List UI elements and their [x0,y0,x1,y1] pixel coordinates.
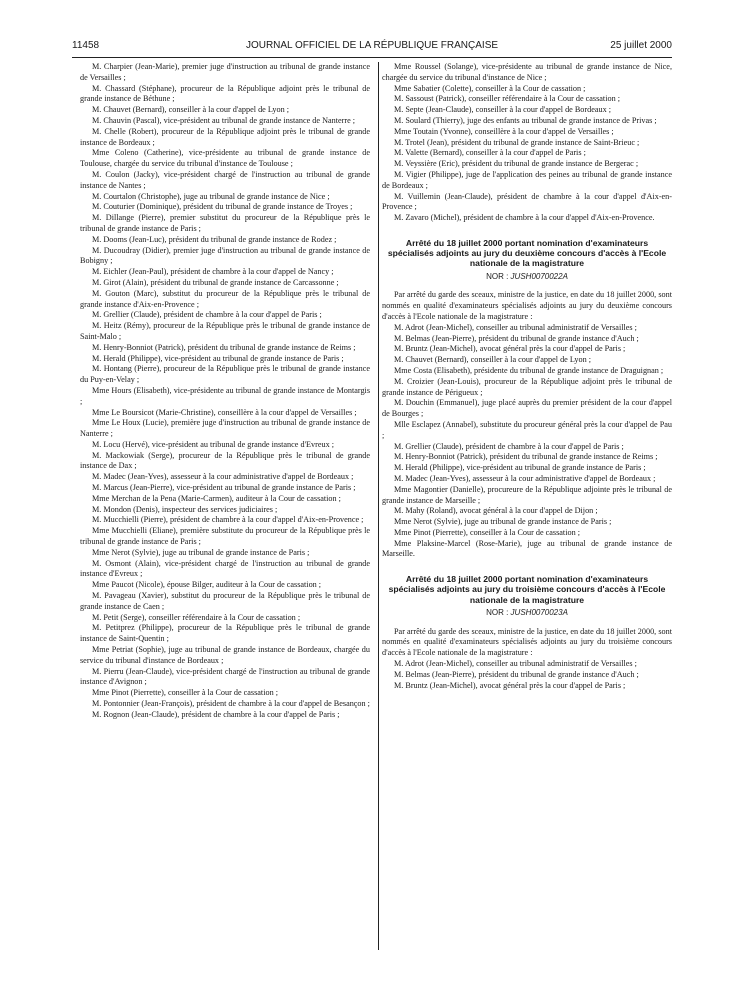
list-item: M. Gouton (Marc), substitut du procureur de la République près le tribunal de grande instance d'Aix-en-Provence ; [80,288,370,309]
list-item: M. Trotel (Jean), président du tribunal de grande instance de Saint-Brieuc ; [394,137,640,147]
list-item: M. Herald (Philippe), vice-président au tribunal de grande instance de Paris ; [92,353,344,363]
journal-title: JOURNAL OFFICIEL DE LA RÉPUBLIQUE FRANÇAISE [245,40,499,51]
list-item: M. Chauvet (Bernard), conseiller à la cour d'appel de Lyon ; [92,105,289,115]
list-item: Mme Merchan de la Pena (Marie-Carmen), auditeur à la Cour de cassation ; [92,493,341,503]
list-item: M. Couturier (Dominique), président du tribunal de grande instance de Troyes ; [92,202,353,212]
list-item: M. Madec (Jean-Yves), assesseur à la cour administrative d'appel de Bordeaux ; [394,473,656,483]
list-item: M. Ducoudray (Didier), premier juge d'instruction au tribunal de grande instance de Bobigny ; [80,245,370,266]
list-item: M. Grellier (Claude), président de chambre à la cour d'appel de Paris ; [394,441,624,451]
publication-date: 25 juillet 2000 [610,40,672,51]
nor-reference [382,608,672,619]
list-item: M. Courtalon (Christophe), juge au tribunal de grande instance de Nice ; [92,191,330,201]
list-item: M. Coulon (Jacky), vice-président chargé de l'instruction au tribunal de grande instance de Nantes ; [80,169,370,190]
list-item: M. Heitz (Rémy), procureur de la République près le tribunal de grande instance de Saint-Malo ; [80,321,370,341]
list-item: M. Mondon (Denis), inspecteur des services judiciaires ; [92,504,278,514]
list-item: M. Locu (Hervé), vice-président au tribunal de grande instance d'Evreux ; [92,439,335,449]
list-item: Mme Toutain (Yvonne), conseillère à la cour d'appel de Versailles ; [394,126,614,136]
list-item: M. Adrot (Jean-Michel), conseiller au tribunal administratif de Versailles ; [394,322,637,332]
arrete-title: Arrêté du 18 juillet 2000 portant nomination d'examinateurs spécialisés adjoints au jury du troisième concours d'accès à l'Ecole nationale de la magistrature [388,574,666,605]
list-item: Mme Roussel (Solange), vice-présidente au tribunal de grande instance de Nice, chargée du service du tribunal d'instance de Nice ; [382,62,672,82]
list-item: M. Madec (Jean-Yves), assesseur à la cour administrative d'appel de Bordeaux ; [92,472,354,482]
list-item: M. Vuillemin (Jean-Claude), président de chambre à la cour d'appel d'Aix-en-Provence ; [382,191,672,212]
list-item: M. Girot (Alain), président du tribunal de grande instance de Carcassonne ; [92,277,339,287]
list-item: M. Chauvet (Bernard), conseiller à la cour d'appel de Lyon ; [394,355,591,365]
list-item: Mme Mucchielli (Eliane), première substitute du procureur de la République près le tribunal de grande instance de Paris ; [80,526,370,547]
list-item: Mme Coleno (Catherine), vice-présidente au tribunal de grande instance de Toulouse, chargée du service du tribunal d'instance de Toulouse ; [80,148,370,169]
list-item: Mme Nerot (Sylvie), juge au tribunal de grande instance de Paris ; [92,547,310,557]
list-item: Mme Petriat (Sophie), juge au tribunal de grande instance de Bordeaux, chargée du service du tribunal d'instance de Bordeaux ; [80,645,370,665]
list-item: M. Chelle (Robert), procureur de la République adjoint près le tribunal de grande instance de Bordeaux ; [80,126,370,147]
list-item: M. Osmont (Alain), vice-président chargé de l'instruction au tribunal de grande instance d'Evreux ; [80,558,370,579]
list-item: Mme Sabatier (Colette), conseiller à la Cour de cassation ; [394,83,586,93]
page-header [72,40,672,54]
list-item: M. Pavageau (Xavier), substitut du procureur de la République près le tribunal de grande instance de Caen ; [80,591,370,611]
list-item: M. Hontang (Pierre), procureur de la République près le tribunal de grande instance du Puy-en-Velay ; [80,364,370,385]
nor-code: JUSH0070023A [510,607,568,617]
list-item: M. Belmas (Jean-Pierre), président du tribunal de grande instance d'Auch ; [394,333,639,343]
list-item: M. Septe (Jean-Claude), conseiller à la cour d'appel de Bordeaux ; [394,105,612,115]
list-item: M. Bruntz (Jean-Michel), avocat général près la cour d'appel de Paris ; [394,344,626,354]
list-item: M. Chassard (Stéphane), procureur de la République adjoint près le tribunal de grande instance de Béthune ; [80,83,370,104]
arrete-intro: Par arrêté du garde des sceaux, ministre de la justice, en date du 18 juillet 2000, sont nommés en qualité d'examinateurs spécialisés adjoints au jury du deuxième concours d'accès à l'Ecole nationale de la magistrature : [382,290,672,321]
list-item: M. Douchin (Emmanuel), juge placé auprès du premier président de la cour d'appel de Bourges ; [382,398,672,419]
nor-reference [382,272,672,283]
list-item: M. Bruntz (Jean-Michel), avocat général près la cour d'appel de Paris ; [394,680,626,690]
page-number: 11458 [72,40,100,51]
list-item: Mme Pinot (Pierrette), conseiller à la Cour de cassation ; [92,688,278,698]
list-item: M. Charpier (Jean-Marie), premier juge d'instruction au tribunal de grande instance de Versailles ; [80,62,370,82]
list-item: M. Mucchielli (Pierre), président de chambre à la cour d'appel d'Aix-en-Provence ; [92,515,364,525]
list-item: M. Dooms (Jean-Luc), président du tribunal de grande instance de Rodez ; [92,234,337,244]
list-item: Mme Paucot (Nicole), épouse Bilger, auditeur à la Cour de cassation ; [92,580,322,590]
nor-label: NOR : [486,607,509,617]
list-item: M. Petit (Serge), conseiller référendaire à la Cour de cassation ; [92,612,301,622]
list-item: M. Eichler (Jean-Paul), président de chambre à la cour d'appel de Nancy ; [92,267,334,277]
list-item: M. Belmas (Jean-Pierre), président du tribunal de grande instance d'Auch ; [394,669,639,679]
list-item: Mme Le Boursicot (Marie-Christine), conseillère à la cour d'appel de Versailles ; [92,407,357,417]
list-item: Mme Pinot (Pierrette), conseiller à la Cour de cassation ; [394,527,580,537]
list-item: M. Grellier (Claude), président de chambre à la cour d'appel de Paris ; [92,310,322,320]
arrete-section-troisieme-concours [382,574,672,691]
list-item: M. Pontonnier (Jean-François), président de chambre à la cour d'appel de Besançon ; [92,699,370,709]
list-item: M. Mahy (Roland), avocat général à la cour d'appel de Dijon ; [394,506,598,516]
list-item: M. Rognon (Jean-Claude), président de chambre à la cour d'appel de Paris ; [92,709,340,719]
list-item: M. Petitprez (Philippe), procureur de la République près le tribunal de grande instance de Saint-Quentin ; [80,623,370,644]
list-item: M. Herald (Philippe), vice-président au tribunal de grande instance de Paris ; [394,463,646,473]
list-item: M. Dillange (Pierre), premier substitut du procureur de la République près le tribunal de grande instance de Paris ; [80,213,370,233]
list-item: M. Vigier (Philippe), juge de l'application des peines au tribunal de grande instance de Bordeaux ; [382,169,672,190]
list-item: Mme Le Houx (Lucie), première juge d'instruction au tribunal de grande instance de Nanterre ; [80,418,370,439]
list-item: M. Veyssière (Eric), président du tribunal de grande instance de Bergerac ; [394,159,639,169]
list-item: M. Chauvin (Pascal), vice-président au tribunal de grande instance de Nanterre ; [92,115,356,125]
arrete-section-deuxieme-concours [382,238,672,560]
right-column [382,62,672,691]
list-item: M. Henry-Bonniot (Patrick), président du tribunal de grande instance de Reims ; [394,452,658,462]
list-item: M. Adrot (Jean-Michel), conseiller au tribunal administratif de Versailles ; [394,659,637,669]
list-item: M. Valette (Bernard), conseiller à la cour d'appel de Paris ; [394,148,586,158]
list-item: Mme Magontier (Danielle), procureure de la République adjointe près le tribunal de grande instance de Marseille ; [382,484,672,505]
nor-code: JUSH0070022A [510,271,568,281]
nor-label: NOR : [486,271,509,281]
list-item: Mme Hours (Elisabeth), vice-présidente au tribunal de grande instance de Montargis ; [80,385,370,406]
list-item: M. Henry-Bonniot (Patrick), président du tribunal de grande instance de Reims ; [92,342,356,352]
list-item: M. Sassoust (Patrick), conseiller référendaire à la Cour de cassation ; [394,94,620,104]
arrete-intro: Par arrêté du garde des sceaux, ministre de la justice, en date du 18 juillet 2000, sont nommés en qualité d'examinateurs spécialisés adjoints au jury du troisième concours d'accès à l'Ecole nationale de la magistrature : [382,626,672,658]
list-item: Mlle Esclapez (Annabel), substitute du procureur général près la cour d'appel de Pau ; [382,419,672,440]
list-item: M. Pierru (Jean-Claude), vice-président chargé de l'instruction au tribunal de grande instance d'Avignon ; [80,666,370,687]
list-item: M. Croizier (Jean-Louis), procureur de la République adjoint près le tribunal de grande instance de Périgueux ; [382,376,672,397]
list-item: Mme Nerot (Sylvie), juge au tribunal de grande instance de Paris ; [394,517,612,527]
list-item: M. Zavaro (Michel), président de chambre à la cour d'appel d'Aix-en-Provence. [394,213,655,223]
list-item: Mme Costa (Elisabeth), présidente du tribunal de grande instance de Draguignan ; [394,365,664,375]
list-item: M. Soulard (Thierry), juge des enfants au tribunal de grande instance de Privas ; [394,115,657,125]
list-item: M. Marcus (Jean-Pierre), vice-président au tribunal de grande instance de Paris ; [92,483,356,493]
column-divider [378,62,379,950]
header-rule [72,57,672,58]
arrete-title: Arrêté du 18 juillet 2000 portant nomination d'examinateurs spécialisés adjoints au jury du deuxième concours d'accès à l'Ecole nationale de la magistrature [387,237,667,269]
left-column [80,62,370,721]
list-item: M. Mackowiak (Serge), procureur de la République près le tribunal de grande instance de Dax ; [80,450,370,471]
list-item: Mme Plaksine-Marcel (Rose-Marie), juge au tribunal de grande instance de Marseille. [382,538,672,559]
